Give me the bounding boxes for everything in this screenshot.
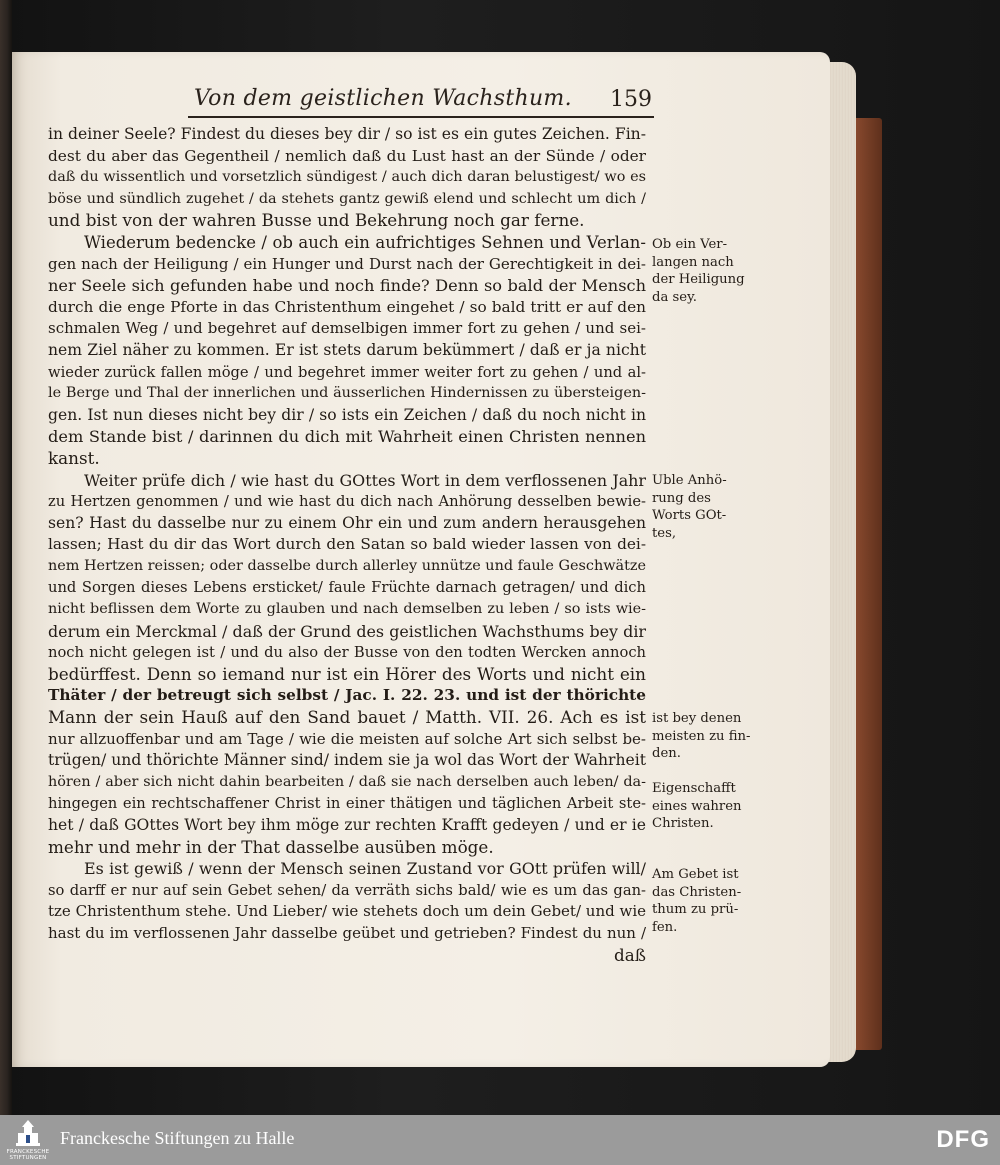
catchword: daß xyxy=(614,944,646,965)
text-line: nem Hertzen reissen; oder dasselbe durch allerley unnütze und faule Geschwätze xyxy=(48,557,646,574)
text-line: in deiner Seele? Findest du dieses bey dir / so ist es ein gutes Zeichen. Fin- xyxy=(48,125,646,143)
text-line: gen. Ist nun dieses nicht bey dir / so ists ein Zeichen / daß du noch nicht in xyxy=(48,405,646,424)
logo-text: FRANCKESCHE STIFTUNGEN xyxy=(6,1149,50,1161)
text-line: Es ist gewiß / wenn der Mensch seinen Zustand vor GOtt prüfen will/ xyxy=(84,859,646,879)
text-line: bedürffest. Denn so iemand nur ist ein Hörer des Worts und nicht ein xyxy=(48,663,646,684)
text-line: gen nach der Heiligung / ein Hunger und Durst nach der Gerechtigkeit in dei- xyxy=(48,254,646,273)
text-line: Weiter prüfe dich / wie hast du GOttes Wort in dem verflossenen Jahr xyxy=(84,470,646,490)
text-line: hingegen ein rechtschaffener Christ in einer thätigen und täglichen Arbeit ste- xyxy=(48,795,646,813)
text-line: derum ein Merckmal / daß der Grund des geistlichen Wachsthums bey dir xyxy=(48,621,646,641)
margin-note-line: thum zu prü- xyxy=(652,902,739,918)
margin-note-line: fen. xyxy=(652,919,678,935)
margin-note-line: meisten zu fin- xyxy=(652,728,751,744)
margin-note-line: das Christen- xyxy=(652,884,742,900)
margin-note-line: tes, xyxy=(652,525,677,541)
building-icon xyxy=(6,1119,50,1149)
margin-note-line: Christen. xyxy=(652,816,714,832)
text-line: und bist von der wahren Busse und Bekehrung noch gar ferne. xyxy=(48,210,585,231)
page-number: 159 xyxy=(610,87,652,112)
text-line: nicht beflissen dem Worte zu glauben und nach demselben zu leben / so ists wie- xyxy=(48,601,646,618)
facing-page-edge xyxy=(0,0,12,1115)
text-line: lassen; Hast du dir das Wort durch den Satan so bald wieder lassen von dei- xyxy=(48,535,646,554)
margin-note-line: der Heiligung xyxy=(652,272,745,288)
text-line: hast du im verflossenen Jahr dasselbe geübet und getrieben? Findest du nun / xyxy=(48,923,646,942)
text-line: hören / aber sich nicht dahin bearbeiten / daß sie nach derselben auch leben/ da- xyxy=(48,773,646,790)
text-line: ner Seele sich gefunden habe und noch finde? Denn so bald der Mensch xyxy=(48,276,646,296)
text-line: le Berge und Thal der innerlichen und äusserlichen Hindernissen zu übersteigen- xyxy=(48,385,646,402)
margin-note-anhoerung xyxy=(652,472,752,542)
text-line: zu Hertzen genommen / und wie hast du dich nach Anhörung desselben bewie- xyxy=(48,493,646,511)
margin-note-meisten xyxy=(652,710,752,763)
margin-note-line: Am Gebet ist xyxy=(652,867,739,882)
margin-note-eigenschafft xyxy=(652,780,752,833)
text-line: kanst. xyxy=(48,447,100,468)
text-line: böse und sündlich zugehet / da stehets gantz gewiß elend und schlecht um dich / xyxy=(48,190,646,207)
text-line: nur allzuoffenbar und am Tage / wie die meisten auf solche Art sich selbst be- xyxy=(48,729,646,748)
body-text xyxy=(48,124,646,966)
text-line: het / daß GOttes Wort bey ihm möge zur rechten Krafft gedeyen / und er ie xyxy=(48,816,646,834)
margin-note-line: Eigenschafft xyxy=(652,781,736,796)
text-line: durch die enge Pforte in das Christenthum eingehet / so bald tritt er auf den xyxy=(48,297,646,316)
text-line: dest du aber das Gegentheil / nemlich daß du Lust hast an der Sünde / oder xyxy=(48,146,646,165)
margin-note-line: eines wahren xyxy=(652,798,742,814)
text-line: trügen/ und thörichte Männer sind/ indem sie ja wol das Wort der Wahrheit xyxy=(48,751,646,770)
running-head: Von dem geistlichen Wachsthum. xyxy=(194,86,572,111)
dfg-logo[interactable]: DFG xyxy=(936,1126,990,1153)
margin-note-verlangen xyxy=(652,236,752,306)
text-line: Thäter / der betreugt sich selbst / Jac. I. 22. 23. und ist der thörichte xyxy=(48,686,646,705)
margin-note-line: ist bey denen xyxy=(652,711,742,726)
text-line: sen? Hast du dasselbe nur zu einem Ohr ein und zum andern herausgehen xyxy=(48,513,646,532)
institution-logo[interactable] xyxy=(6,1119,50,1161)
text-line: tze Christenthum stehe. Und Lieber/ wie stehets doch um dein Gebet/ und wie xyxy=(48,902,646,921)
text-line: so darff er nur auf sein Gebet sehen/ da verräth sichs bald/ wie es um das gan- xyxy=(48,881,646,899)
page-header xyxy=(188,86,654,118)
margin-note-gebet xyxy=(652,866,752,936)
margin-note-line: rung des xyxy=(652,490,711,506)
text-line: mehr und mehr in der That dasselbe ausüben möge. xyxy=(48,836,494,857)
margin-note-line: Ob ein Ver- xyxy=(652,237,728,252)
margin-note-line: langen nach xyxy=(652,254,734,270)
text-line: schmalen Weg / und begehret auf demselbigen immer fort zu gehen / und sei- xyxy=(48,319,646,338)
margin-note-line: Worts GOt- xyxy=(652,508,727,524)
text-line: und Sorgen dieses Lebens ersticket/ faule Früchte darnach getragen/ und dich xyxy=(48,579,646,597)
text-line: Wiederum bedencke / ob auch ein aufrichtiges Sehnen und Verlan- xyxy=(84,232,646,252)
text-line: nem Ziel näher zu kommen. Er ist stets darum bekümmert / daß er ja nicht xyxy=(48,340,646,359)
margin-note-line: den. xyxy=(652,746,681,762)
text-line: dem Stande bist / darinnen du dich mit Wahrheit einen Christen nennen xyxy=(48,427,646,447)
margin-note-line: da sey. xyxy=(652,289,697,305)
text-line: daß du wissentlich und vorsetzlich sündigest / auch dich daran belustigest/ wo es xyxy=(48,169,646,186)
text-line: Mann der sein Hauß auf den Sand bauet / Matth. VII. 26. Ach es ist xyxy=(48,707,646,728)
margin-note-line: Uble Anhö- xyxy=(652,473,727,488)
text-line: noch nicht gelegen ist / und du also der Busse von den todten Wercken annoch xyxy=(48,644,646,662)
institution-name[interactable]: Franckesche Stiftungen zu Halle xyxy=(60,1128,295,1148)
footer-bar xyxy=(0,1115,1000,1165)
text-line: wieder zurück fallen möge / und begehret immer weiter fort zu gehen / und al- xyxy=(48,363,646,381)
